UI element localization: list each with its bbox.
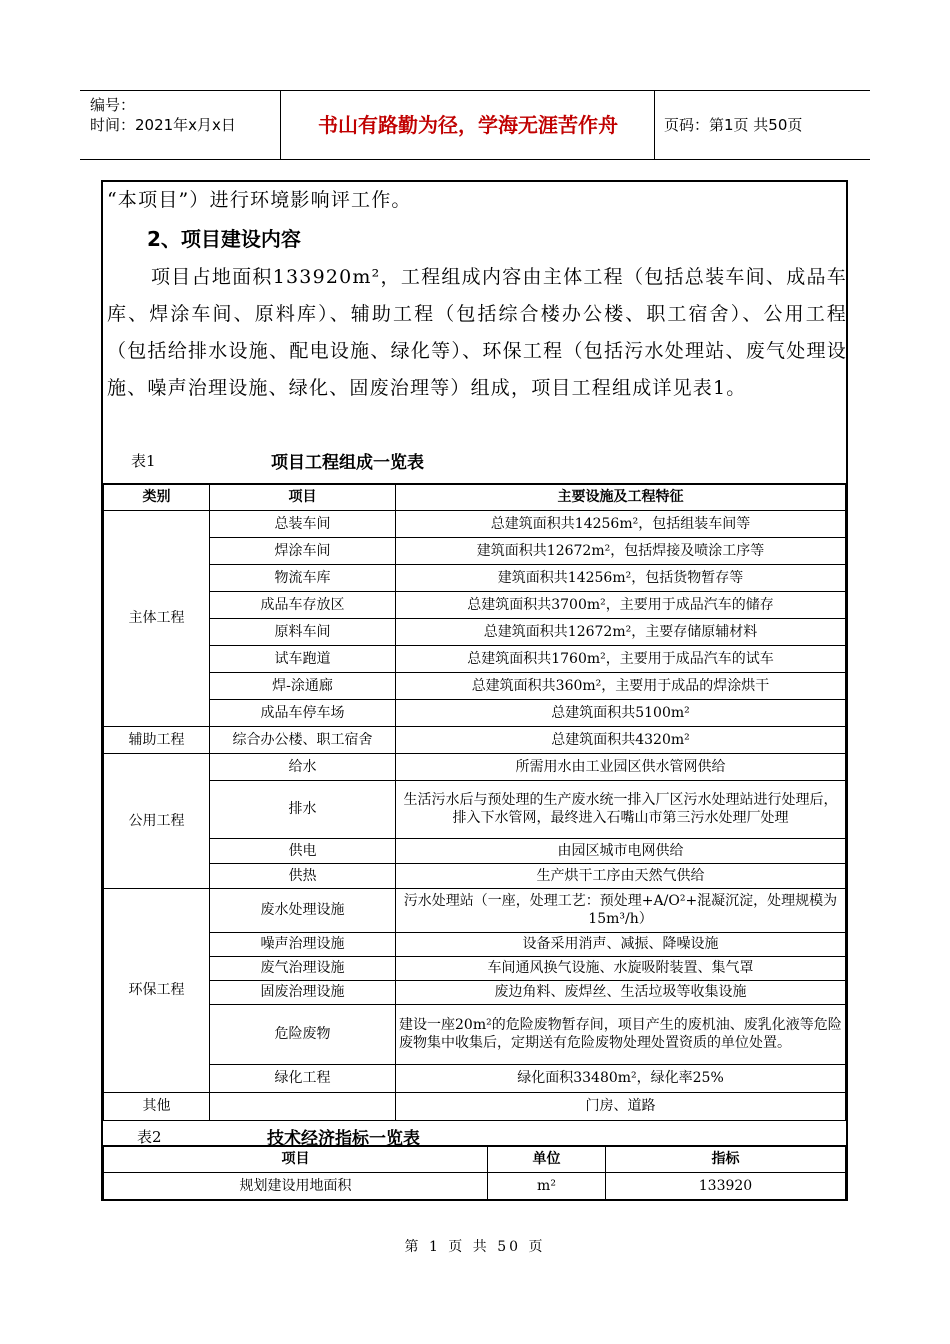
table-row [104, 888, 846, 932]
desc-cell: 所需用水由工业园区供水管网供给 [396, 753, 846, 780]
table2-caption [137, 1126, 420, 1149]
header-meta [90, 95, 280, 135]
table2-title: 技术经济指标一览表 [267, 1129, 420, 1149]
item-cell: 废水处理设施 [210, 888, 396, 932]
table-row [104, 564, 846, 591]
table-row [104, 537, 846, 564]
table-row [104, 956, 846, 980]
desc-cell: 总建筑面积共4320m² [396, 726, 846, 753]
table-header-cell: 主要设施及工程特征 [396, 484, 846, 510]
table-row [104, 1172, 846, 1200]
table-row [104, 838, 846, 863]
desc-cell: 废边角料、废焊丝、生活垃圾等收集设施 [396, 980, 846, 1004]
table-row [104, 863, 846, 888]
table-row [104, 980, 846, 1004]
table-header-row [104, 1146, 846, 1172]
table-row [104, 510, 846, 537]
item-cell: 成品车停车场 [210, 699, 396, 726]
desc-cell: 生活污水后与预处理的生产废水统一排入厂区污水处理站进行处理后，排入下水管网，最终进入石嘴山市第三污水处理厂处理 [396, 780, 846, 838]
divider [654, 91, 655, 159]
table-row [104, 1004, 846, 1064]
item-cell: 排水 [210, 780, 396, 838]
page-footer: 第 1 页 共 50 页 [404, 1239, 546, 1255]
desc-cell: 由园区城市电网供给 [396, 838, 846, 863]
item-cell: 规划建设用地面积 [104, 1172, 488, 1200]
table-row [104, 780, 846, 838]
header-motto: 书山有路勤为径，学海无涯苦作舟 [318, 113, 618, 137]
desc-cell: 设备采用消声、减振、降噪设施 [396, 932, 846, 956]
item-cell: 供热 [210, 863, 396, 888]
category-cell: 环保工程 [104, 888, 210, 1092]
item-cell: 供电 [210, 838, 396, 863]
item-cell: 总装车间 [210, 510, 396, 537]
tech-econ-table [103, 1145, 846, 1201]
unit-cell: m² [488, 1172, 606, 1200]
table-header-cell: 项目 [104, 1146, 488, 1172]
section-title: 2、项目建设内容 [147, 227, 301, 251]
header-page-code: 页码：第1页 共50页 [664, 116, 803, 134]
table-row [104, 591, 846, 618]
table-row [104, 1092, 846, 1120]
table-row [104, 645, 846, 672]
category-cell: 其他 [104, 1092, 210, 1120]
desc-cell: 门房、道路 [396, 1092, 846, 1120]
item-cell: 绿化工程 [210, 1064, 396, 1092]
value-cell: 133920 [606, 1172, 846, 1200]
desc-cell: 总建筑面积共5100m² [396, 699, 846, 726]
item-cell [210, 1092, 396, 1120]
desc-cell: 建筑面积共14256m²，包括货物暂存等 [396, 564, 846, 591]
category-cell: 公用工程 [104, 753, 210, 888]
time-label: 时间：2021年x月x日 [90, 116, 236, 134]
item-cell: 综合办公楼、职工宿舍 [210, 726, 396, 753]
number-label: 编号： [90, 96, 136, 114]
item-cell: 成品车存放区 [210, 591, 396, 618]
item-cell: 废气治理设施 [210, 956, 396, 980]
body-paragraph: 项目占地面积133920m²，工程组成内容由主体工程（包括总装车间、成品车库、焊涂车间、原料库）、辅助工程（包括综合楼办公楼、职工宿舍）、公用工程（包括给排水设施、配电设施、绿化等）、环保工程（包括污水处理站、废气处理设施、噪声治理设施、绿化、固废治理等）组成，项目工程组成详见表1。 [107, 266, 847, 399]
desc-cell: 绿化面积33480m²，绿化率25% [396, 1064, 846, 1092]
table-row [104, 753, 846, 780]
desc-cell: 建设一座20m²的危险废物暂存间，项目产生的废机油、废乳化液等危险废物集中收集后，定期送有危险废物处理处置资质的单位处置。 [396, 1004, 846, 1064]
intro-line: “本项目”）进行环境影响评工作。 [107, 189, 412, 211]
desc-cell: 总建筑面积共360m²，主要用于成品的焊涂烘干 [396, 672, 846, 699]
divider [280, 91, 281, 159]
desc-cell: 建筑面积共12672m²，包括焊接及喷涂工序等 [396, 537, 846, 564]
table-row [104, 932, 846, 956]
table-row [104, 726, 846, 753]
table-header-cell: 指标 [606, 1146, 846, 1172]
item-cell: 危险废物 [210, 1004, 396, 1064]
item-cell: 焊-涂通廊 [210, 672, 396, 699]
item-cell: 物流车库 [210, 564, 396, 591]
project-composition-table [103, 483, 846, 1121]
table1-caption [131, 450, 424, 473]
desc-cell: 车间通风换气设施、水旋吸附装置、集气罩 [396, 956, 846, 980]
category-cell: 辅助工程 [104, 726, 210, 753]
page-header [80, 90, 870, 160]
desc-cell: 污水处理站（一座，处理工艺：预处理+A/O²+混凝沉淀，处理规模为15m³/h） [396, 888, 846, 932]
table-header-cell: 类别 [104, 484, 210, 510]
item-cell: 焊涂车间 [210, 537, 396, 564]
table-header-row [104, 484, 846, 510]
table-row [104, 618, 846, 645]
item-cell: 噪声治理设施 [210, 932, 396, 956]
table-header-cell: 项目 [210, 484, 396, 510]
category-cell: 主体工程 [104, 510, 210, 726]
table-header-cell: 单位 [488, 1146, 606, 1172]
table-row [104, 672, 846, 699]
table1-title: 项目工程组成一览表 [271, 453, 424, 473]
table-row [104, 1064, 846, 1092]
desc-cell: 总建筑面积共12672m²，主要存储原辅材料 [396, 618, 846, 645]
table2-number: 表2 [137, 1128, 162, 1146]
item-cell: 固废治理设施 [210, 980, 396, 1004]
desc-cell: 总建筑面积共1760m²，主要用于成品汽车的试车 [396, 645, 846, 672]
item-cell: 试车跑道 [210, 645, 396, 672]
table1-number: 表1 [131, 452, 156, 470]
table-row [104, 699, 846, 726]
item-cell: 给水 [210, 753, 396, 780]
desc-cell: 生产烘干工序由天然气供给 [396, 863, 846, 888]
desc-cell: 总建筑面积共3700m²，主要用于成品汽车的储存 [396, 591, 846, 618]
item-cell: 原料车间 [210, 618, 396, 645]
content-frame [101, 180, 848, 1201]
desc-cell: 总建筑面积共14256m²，包括组装车间等 [396, 510, 846, 537]
